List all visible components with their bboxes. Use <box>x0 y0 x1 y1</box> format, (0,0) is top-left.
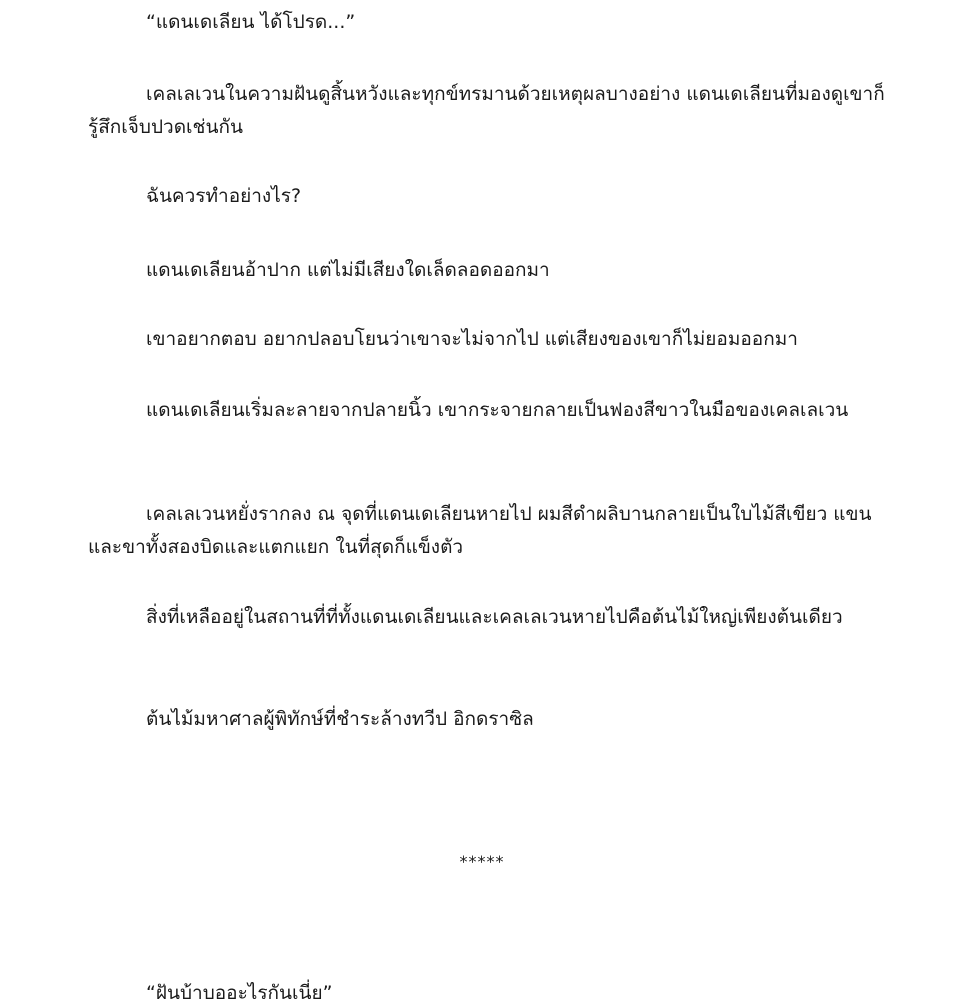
paragraph-2: เคลเลเวนในความฝันดูสิ้นหวังและทุกข์ทรมานด้วยเหตุผลบางอย่าง แดนเดเลียนที่มองดูเขาก็รู้สึกเจ็บปวดเช่นกัน <box>88 83 885 138</box>
paragraph-5: เขาอยากตอบ อยากปลอบโยนว่าเขาจะไม่จากไป แต่เสียงของเขาก็ไม่ยอมออกมา <box>146 328 798 350</box>
paragraph-4: แดนเดเลียนอ้าปาก แต่ไม่มีเสียงใดเล็ดลอดออกมา <box>146 259 550 281</box>
paragraph-9: ต้นไม้มหาศาลผู้พิทักษ์ที่ชำระล้างทวีป อิกดราซิล <box>146 708 534 730</box>
paragraph-after-divider: “ฝันบ้าบออะไรกันเนี่ย” <box>146 982 333 1000</box>
section-divider: ***** <box>459 852 505 871</box>
paragraph-3: ฉันควรทำอย่างไร? <box>146 185 302 207</box>
paragraph-6: แดนเดเลียนเริ่มละลายจากปลายนิ้ว เขากระจายกลายเป็นฟองสีขาวในมือของเคลเลเวน <box>146 399 849 421</box>
paragraph-7: เคลเลเวนหยั่งรากลง ณ จุดที่แดนเดเลียนหายไป ผมสีดำผลิบานกลายเป็นใบไม้สีเขียว แขนและขาทั้งสองบิดและแตกแยก ในที่สุดก็แข็งตัว <box>88 503 872 558</box>
paragraph-1: “แดนเดเลียน ได้โปรด...” <box>146 11 356 33</box>
paragraph-8: สิ่งที่เหลืออยู่ในสถานที่ที่ทั้งแดนเดเลียนและเคลเลเวนหายไปคือต้นไม้ใหญ่เพียงต้นเดียว <box>146 606 843 628</box>
